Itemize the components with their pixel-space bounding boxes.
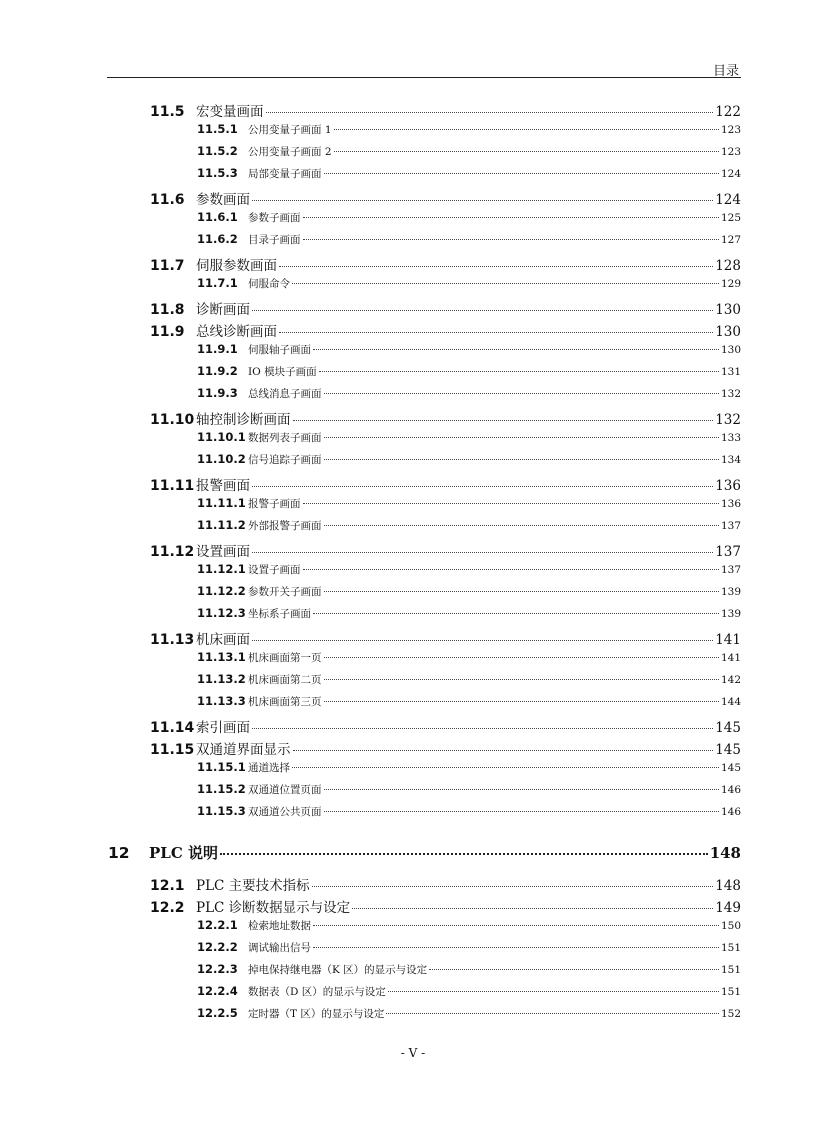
toc-entry-page: 131 (720, 366, 741, 378)
toc-dot-leader (303, 239, 719, 240)
toc-entry-title: 调试输出信号 (248, 942, 311, 954)
toc-dot-leader (352, 908, 713, 909)
toc-entry-title: 报警子画面 (248, 498, 301, 510)
toc-dot-leader (388, 991, 719, 992)
toc-entry-title: 数据表（D 区）的显示与设定 (248, 986, 386, 998)
toc-entry-number: 11.13.3 (197, 694, 246, 708)
toc-dot-leader (324, 789, 719, 790)
toc-dot-leader (252, 486, 713, 487)
toc-dot-leader (386, 1013, 719, 1014)
toc-entry-number: 11.5 (150, 104, 185, 120)
toc-subsection-entry[interactable] (197, 584, 741, 604)
toc-subsection-entry[interactable] (197, 940, 741, 960)
toc-entry-number: 11.5.1 (197, 122, 238, 136)
toc-entry-page: 145 (715, 720, 741, 736)
toc-entry-title: 诊断画面 (196, 302, 250, 318)
toc-subsection-entry[interactable] (197, 210, 741, 230)
toc-subsection-entry[interactable] (197, 122, 741, 142)
toc-entry-number: 11.9.3 (197, 386, 238, 400)
toc-entry-title: 坐标系子画面 (248, 608, 311, 620)
toc-entry-page: 151 (720, 964, 741, 976)
toc-dot-leader (292, 767, 719, 768)
toc-entry-number: 11.11.1 (197, 496, 246, 510)
toc-entry-page: 124 (715, 192, 741, 208)
toc-section-entry[interactable] (150, 254, 741, 274)
toc-entry-page: 146 (720, 784, 741, 796)
toc-section-entry[interactable] (150, 874, 741, 894)
toc-entry-number: 11.12.1 (197, 562, 246, 576)
toc-section-entry[interactable] (150, 100, 741, 120)
toc-entry-number: 12.2.2 (197, 940, 238, 954)
toc-subsection-entry[interactable] (197, 962, 741, 982)
toc-entry-page: 125 (720, 212, 741, 224)
toc-entry-title: 机床画面第二页 (248, 674, 322, 686)
toc-entry-title: 机床画面第一页 (248, 652, 322, 664)
toc-entry-page: 132 (720, 388, 741, 400)
toc-entry-title: 双通道位置页面 (248, 784, 322, 796)
toc-dot-leader (252, 200, 713, 201)
toc-dot-leader (303, 503, 719, 504)
toc-entry-number: 12.2 (150, 900, 185, 916)
toc-entry-page: 123 (720, 146, 741, 158)
toc-entry-page: 141 (720, 652, 741, 664)
toc-entry-page: 130 (715, 324, 741, 340)
toc-subsection-entry[interactable] (197, 232, 741, 252)
toc-entry-number: 11.8 (150, 302, 185, 318)
toc-entry-page: 137 (715, 544, 741, 560)
toc-subsection-entry[interactable] (197, 364, 741, 384)
toc-entry-number: 11.10.1 (197, 430, 246, 444)
toc-entry-title: 总线诊断画面 (196, 324, 277, 340)
toc-entry-page: 146 (720, 806, 741, 818)
toc-dot-leader (313, 613, 719, 614)
toc-entry-title: 公用变量子画面 2 (248, 146, 332, 158)
toc-subsection-entry[interactable] (197, 1006, 741, 1026)
toc-subsection-entry[interactable] (197, 804, 741, 824)
toc-entry-title: 公用变量子画面 1 (248, 124, 332, 136)
toc-entry-title: 设置子画面 (248, 564, 301, 576)
toc-entry-number: 12.1 (150, 878, 185, 894)
toc-entry-page: 130 (715, 302, 741, 318)
toc-subsection-entry[interactable] (197, 166, 741, 186)
toc-dot-leader (324, 701, 719, 702)
toc-entry-number: 11.9.2 (197, 364, 238, 378)
toc-dot-leader (324, 437, 719, 438)
toc-entry-number: 12 (108, 844, 130, 862)
toc-entry-number: 12.2.3 (197, 962, 238, 976)
toc-entry-title: 伺服命令 (248, 278, 290, 290)
toc-entry-number: 11.15.2 (197, 782, 246, 796)
toc-entry-title: 数据列表子画面 (248, 432, 322, 444)
toc-entry-title: 目录子画面 (248, 234, 301, 246)
toc-dot-leader (279, 332, 713, 333)
toc-entry-number: 11.7 (150, 258, 185, 274)
toc-entry-number: 12.2.4 (197, 984, 238, 998)
toc-entry-page: 148 (709, 844, 741, 862)
toc-subsection-entry[interactable] (197, 452, 741, 472)
toc-subsection-entry[interactable] (197, 918, 741, 938)
toc-entry-number: 11.6 (150, 192, 185, 208)
toc-entry-number: 11.13 (150, 632, 195, 648)
toc-dot-leader (324, 679, 719, 680)
toc-entry-number: 12.2.5 (197, 1006, 238, 1020)
toc-dot-leader (293, 420, 714, 421)
toc-dot-leader (324, 393, 719, 394)
toc-entry-page: 142 (720, 674, 741, 686)
toc-subsection-entry[interactable] (197, 430, 741, 450)
toc-entry-page: 141 (715, 632, 741, 648)
toc-entry-number: 11.10.2 (197, 452, 246, 466)
toc-entry-number: 11.12 (150, 544, 195, 560)
toc-section-entry[interactable] (150, 320, 741, 340)
toc-entry-page: 130 (720, 344, 741, 356)
toc-entry-title: IO 模块子画面 (248, 366, 317, 378)
toc-subsection-entry[interactable] (197, 276, 741, 296)
toc-entry-page: 127 (720, 234, 741, 246)
toc-entry-title: 参数画面 (196, 192, 250, 208)
toc-entry-title: 伺服轴子画面 (248, 344, 311, 356)
toc-entry-number: 12.2.1 (197, 918, 238, 932)
toc-dot-leader (334, 129, 719, 130)
toc-entry-number: 11.10 (150, 412, 195, 428)
toc-subsection-entry[interactable] (197, 984, 741, 1004)
toc-section-entry[interactable] (150, 188, 741, 208)
toc-entry-number: 11.9 (150, 324, 185, 340)
toc-section-entry[interactable] (150, 474, 741, 494)
toc-entry-title: PLC 说明 (149, 844, 218, 862)
toc-dot-leader (313, 349, 719, 350)
toc-entry-title: PLC 诊断数据显示与设定 (196, 900, 351, 916)
toc-entry-number: 11.15.3 (197, 804, 246, 818)
toc-dot-leader (279, 266, 713, 267)
toc-entry-number: 11.11 (150, 478, 195, 494)
toc-entry-number: 11.5.3 (197, 166, 238, 180)
toc-entry-number: 11.15.1 (197, 760, 246, 774)
toc-entry-page: 133 (720, 432, 741, 444)
toc-entry-title: 检索地址数据 (248, 920, 311, 932)
toc-entry-title: 双通道公共页面 (248, 806, 322, 818)
toc-entry-page: 137 (720, 564, 741, 576)
toc-entry-title: 参数子画面 (248, 212, 301, 224)
toc-entry-page: 122 (715, 104, 741, 120)
toc-section-entry[interactable] (150, 716, 741, 736)
toc-entry-page: 137 (720, 520, 741, 532)
toc-subsection-entry[interactable] (197, 672, 741, 692)
toc-section-entry[interactable] (150, 298, 741, 318)
toc-entry-title: 通道选择 (248, 762, 290, 774)
toc-entry-number: 11.12.2 (197, 584, 246, 598)
toc-entry-title: PLC 主要技术指标 (196, 878, 310, 894)
toc-dot-leader (266, 112, 714, 113)
page-number: - V - (400, 1046, 426, 1060)
toc-subsection-entry[interactable] (197, 650, 741, 670)
toc-entry-title: 掉电保持继电器（K 区）的显示与设定 (248, 964, 428, 976)
toc-subsection-entry[interactable] (197, 518, 741, 538)
toc-section-entry[interactable] (150, 408, 741, 428)
toc-entry-page: 152 (720, 1008, 741, 1020)
toc-entry-page: 139 (720, 608, 741, 620)
toc-entry-title: 局部变量子画面 (248, 168, 322, 180)
toc-dot-leader (252, 310, 713, 311)
toc-entry-title: 定时器（T 区）的显示与设定 (248, 1008, 385, 1020)
toc-entry-number: 11.11.2 (197, 518, 246, 532)
toc-subsection-entry[interactable] (197, 496, 741, 516)
toc-entry-title: 机床画面第三页 (248, 696, 322, 708)
toc-section-entry[interactable] (150, 896, 741, 916)
toc-subsection-entry[interactable] (197, 694, 741, 714)
toc-dot-leader (293, 750, 714, 751)
toc-entry-page: 145 (720, 762, 741, 774)
toc-subsection-entry[interactable] (197, 606, 741, 626)
toc-entry-title: 总线消息子画面 (248, 388, 322, 400)
toc-entry-number: 11.6.2 (197, 232, 238, 246)
toc-entry-number: 11.9.1 (197, 342, 238, 356)
toc-entry-number: 11.13.2 (197, 672, 246, 686)
toc-dot-leader (303, 217, 719, 218)
toc-dot-leader (252, 552, 713, 553)
toc-entry-page: 151 (720, 942, 741, 954)
toc-entry-title: 参数开关子画面 (248, 586, 322, 598)
toc-dot-leader (303, 569, 719, 570)
toc-subsection-entry[interactable] (197, 562, 741, 582)
toc-dot-leader (324, 459, 719, 460)
toc-entry-page: 150 (720, 920, 741, 932)
toc-dot-leader (220, 853, 708, 855)
toc-dot-leader (324, 811, 719, 812)
toc-entry-page: 123 (720, 124, 741, 136)
toc-entry-page: 144 (720, 696, 741, 708)
toc-dot-leader (312, 886, 714, 887)
toc-subsection-entry[interactable] (197, 144, 741, 164)
toc-dot-leader (313, 925, 719, 926)
toc-dot-leader (324, 173, 719, 174)
toc-dot-leader (319, 371, 719, 372)
toc-entry-page: 139 (720, 586, 741, 598)
toc-entry-page: 145 (715, 742, 741, 758)
toc-entry-title: 外部报警子画面 (248, 520, 322, 532)
toc-dot-leader (324, 657, 719, 658)
toc-section-entry[interactable] (150, 738, 741, 758)
toc-entry-title: 索引画面 (196, 720, 250, 736)
toc-entry-page: 148 (715, 878, 741, 894)
toc-dot-leader (292, 283, 719, 284)
toc-subsection-entry[interactable] (197, 386, 741, 406)
toc-entry-page: 151 (720, 986, 741, 998)
toc-subsection-entry[interactable] (197, 782, 741, 802)
toc-entry-title: 机床画面 (196, 632, 250, 648)
toc-entry-page: 128 (715, 258, 741, 274)
toc-dot-leader (313, 947, 719, 948)
toc-entry-number: 11.15 (150, 742, 195, 758)
toc-entry-title: 设置画面 (196, 544, 250, 560)
toc-entry-number: 11.6.1 (197, 210, 238, 224)
toc-section-entry[interactable] (150, 628, 741, 648)
toc-entry-page: 136 (715, 478, 741, 494)
toc-entry-number: 11.12.3 (197, 606, 246, 620)
toc-dot-leader (324, 591, 719, 592)
toc-entry-number: 11.5.2 (197, 144, 238, 158)
toc-entry-title: 信号追踪子画面 (248, 454, 322, 466)
toc-entry-title: 双通道界面显示 (196, 742, 291, 758)
toc-entry-page: 136 (720, 498, 741, 510)
toc-dot-leader (324, 525, 719, 526)
toc-entry-title: 轴控制诊断画面 (196, 412, 291, 428)
toc-subsection-entry[interactable] (197, 760, 741, 780)
toc-entry-page: 124 (720, 168, 741, 180)
toc-subsection-entry[interactable] (197, 342, 741, 362)
toc-entry-number: 11.13.1 (197, 650, 246, 664)
toc-entry-page: 149 (715, 900, 741, 916)
toc-entry-number: 11.14 (150, 720, 195, 736)
toc-entry-page: 134 (720, 454, 741, 466)
toc-dot-leader (429, 969, 719, 970)
running-header-title: 目录 (712, 64, 739, 79)
toc-entry-number: 11.7.1 (197, 276, 238, 290)
toc-entry-title: 宏变量画面 (196, 104, 264, 120)
toc-entry-page: 129 (720, 278, 741, 290)
toc-entry-page: 132 (715, 412, 741, 428)
toc-section-entry[interactable] (150, 540, 741, 560)
toc-entry-title: 报警画面 (196, 478, 250, 494)
toc-entry-title: 伺服参数画面 (196, 258, 277, 274)
toc-dot-leader (334, 151, 719, 152)
toc-dot-leader (252, 728, 713, 729)
toc-chapter-entry[interactable] (108, 842, 741, 862)
toc-dot-leader (252, 640, 713, 641)
